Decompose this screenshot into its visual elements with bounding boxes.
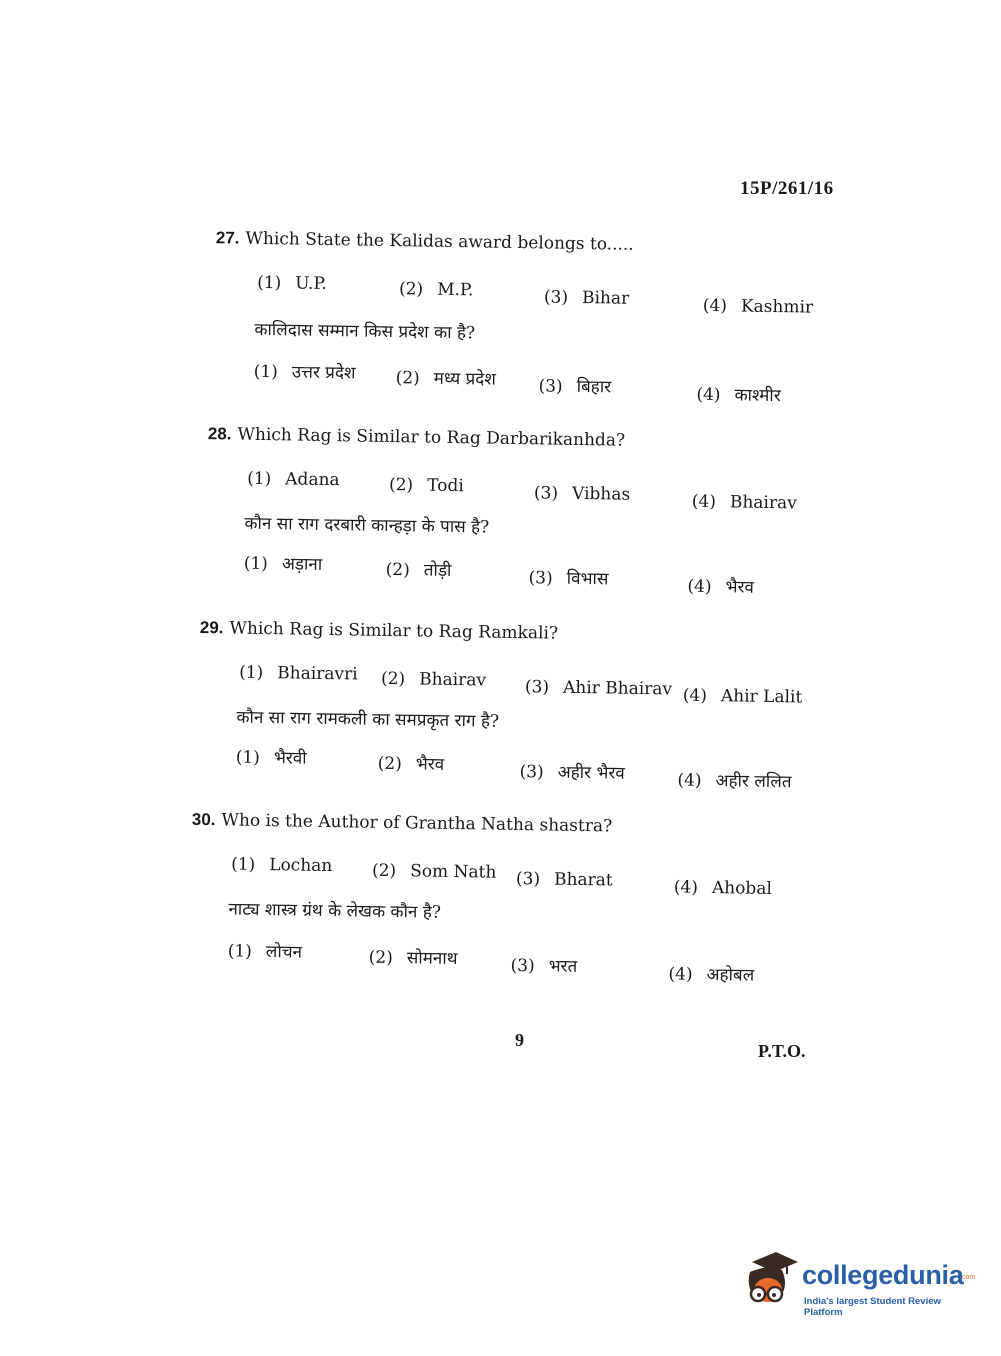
collegedunia-logo-icon: [742, 1250, 798, 1312]
option-en: (4) Ahir Lalit: [682, 685, 803, 708]
option-en: (2) Bhairav: [380, 668, 487, 691]
option-hi: (3) बिहार: [538, 376, 612, 398]
brand-suffix: .com: [960, 1274, 976, 1281]
option-hi: (4) भैरव: [687, 576, 755, 598]
question-28: [0, 421, 1001, 598]
option-en: (2) M.P.: [398, 279, 474, 301]
option-hi: (3) विभास: [528, 568, 609, 590]
option-hi: (1) भैरवी: [235, 747, 307, 769]
brand-tagline: India's largest Student Review Platform: [804, 1296, 941, 1318]
option-hi: (4) काश्मीर: [696, 384, 781, 407]
option-hi: (4) अहीर ललित: [677, 770, 792, 793]
option-hi: (2) सोमनाथ: [368, 947, 458, 970]
option-hi: (3) भरत: [510, 955, 578, 977]
option-en: (4) Ahobal: [673, 877, 773, 899]
question-29: [0, 615, 1001, 793]
question-text: 29. Which Rag is Similar to Rag Ramkali?: [199, 618, 559, 644]
option-en: (4) Kashmir: [702, 295, 814, 318]
brand-name: collegedunia: [802, 1260, 964, 1290]
option-en: (3) Bihar: [543, 287, 630, 309]
question-text-hindi: नाट्य शास्त्र ग्रंथ के लेखक कौन है?: [228, 899, 442, 923]
option-en: (1) Lochan: [230, 854, 333, 877]
option-en: (3) Vibhas: [533, 483, 631, 505]
option-hi: (1) अड़ाना: [243, 553, 323, 575]
option-hi: (1) उत्तर प्रदेश: [253, 361, 356, 384]
question-text-hindi: कौन सा राग दरबारी कान्हड़ा के पास है?: [244, 513, 490, 538]
option-en: (2) Todi: [388, 474, 464, 497]
option-hi: (3) अहीर भैरव: [519, 762, 625, 784]
option-en: (1) U.P.: [256, 272, 327, 294]
question-27: [0, 225, 1001, 407]
pto-label: P.T.O.: [758, 1041, 806, 1061]
option-en: (4) Bhairav: [691, 491, 797, 514]
option-hi: (2) मध्य प्रदेश: [395, 368, 496, 390]
option-en: (2) Som Nath: [371, 860, 497, 883]
question-30: [0, 807, 1001, 986]
option-hi: (1) लोचन: [227, 941, 303, 963]
option-en: (1) Bhairavri: [238, 662, 358, 685]
option-hi: (2) भैरव: [377, 753, 445, 775]
paper-code: 15P/261/16: [740, 178, 834, 199]
option-hi: (4) अहोबल: [668, 964, 755, 986]
question-text: 27. Which State the Kalidas award belongs to.....: [215, 228, 634, 255]
question-text-hindi: कौन सा राग रामकली का समप्रकृत राग है?: [236, 707, 500, 732]
question-text: 30. Who is the Author of Grantha Natha shastra?: [191, 809, 613, 837]
option-en: (3) Bharat: [515, 868, 613, 891]
option-en: (1) Adana: [246, 468, 340, 491]
option-hi: (2) तोड़ी: [385, 559, 452, 581]
page-number: 9: [515, 1030, 524, 1050]
question-text: 28. Which Rag is Similar to Rag Darbarikanhda?: [207, 424, 626, 451]
question-text-hindi: कालिदास सम्मान किस प्रदेश का है?: [254, 319, 476, 344]
option-en: (3) Ahir Bhairav: [524, 677, 673, 700]
collegedunia-watermark: [742, 1250, 976, 1320]
